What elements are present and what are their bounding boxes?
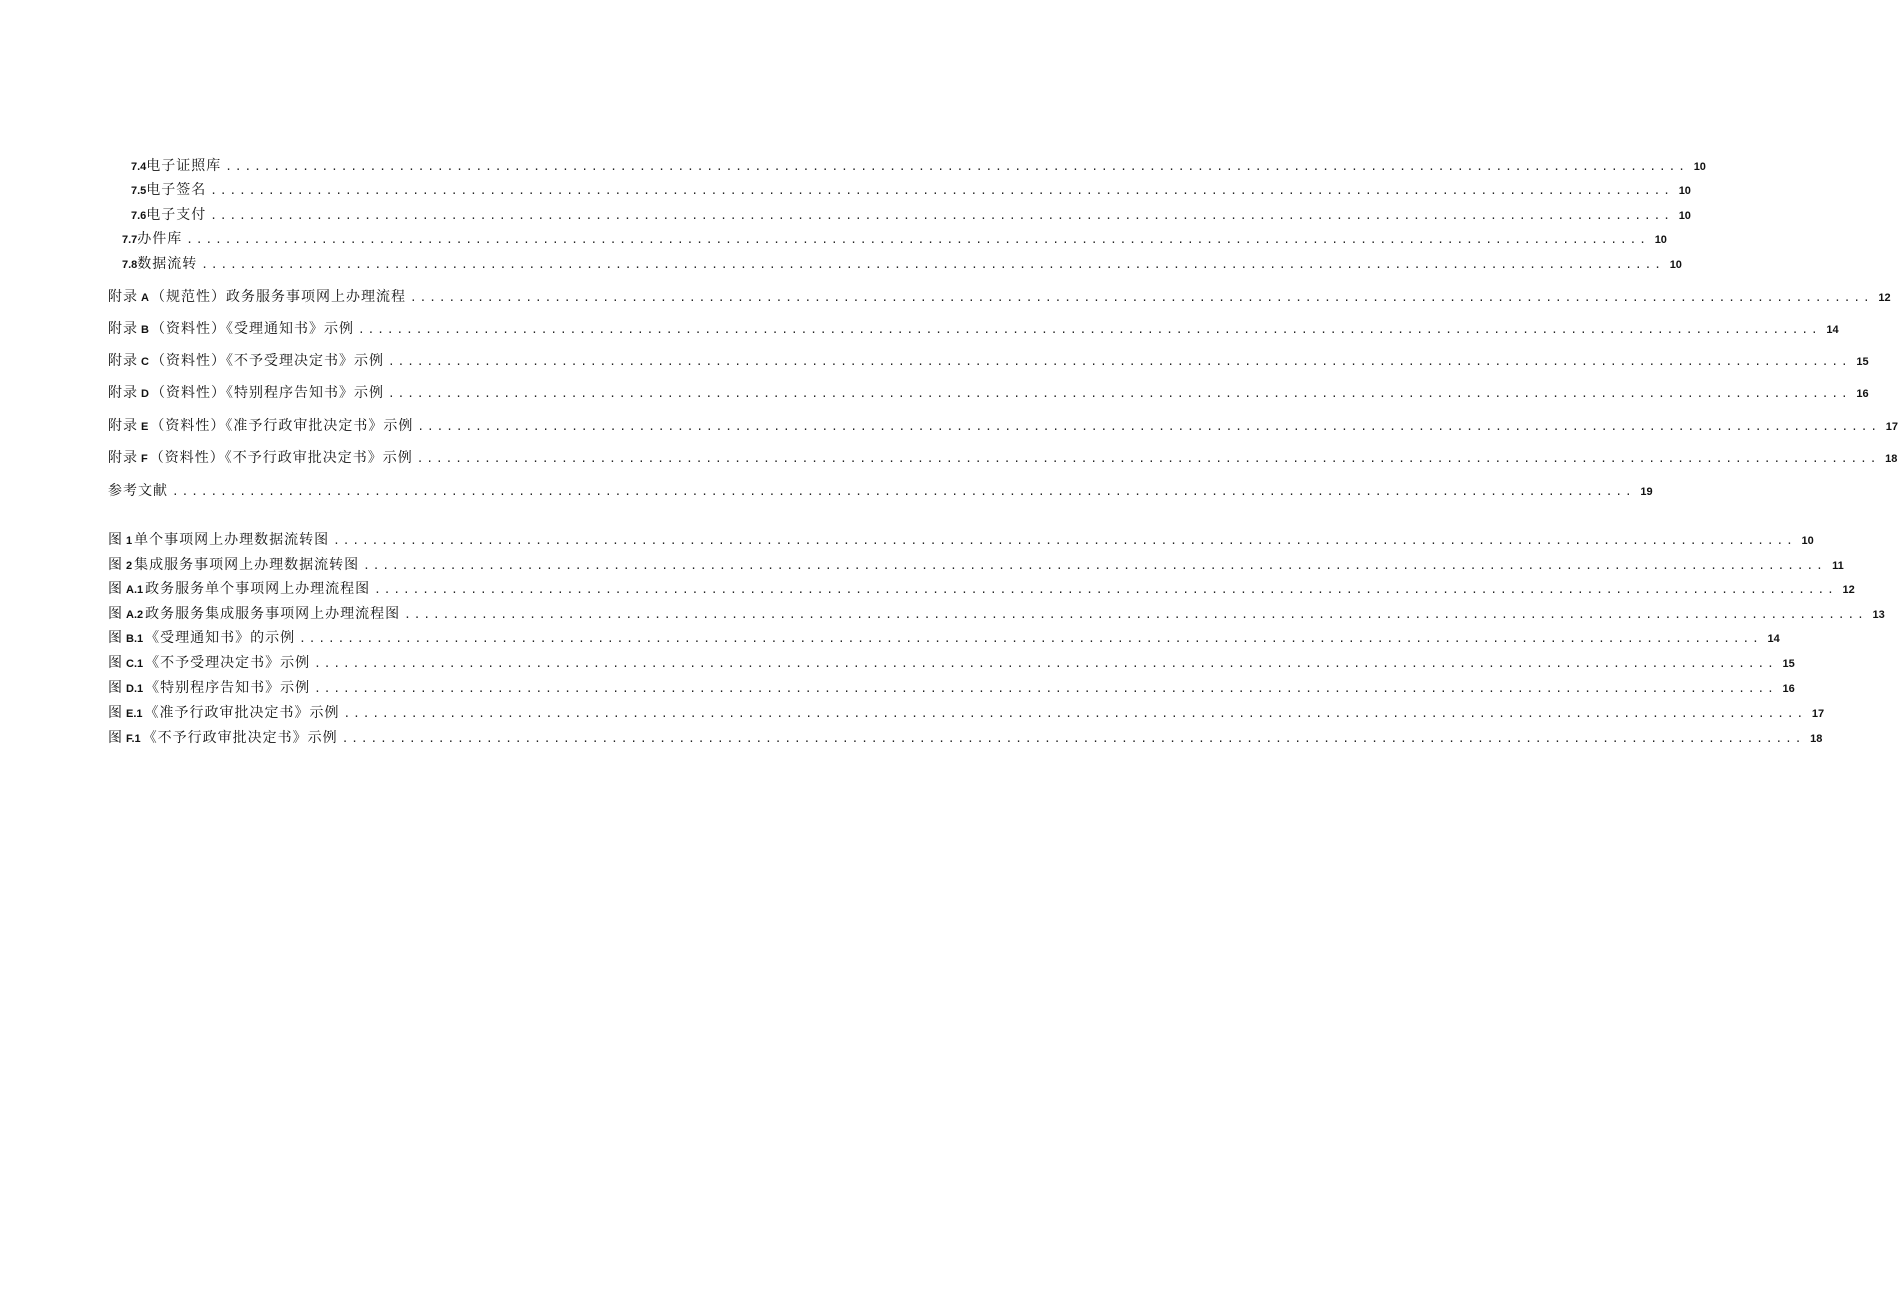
page-number: 16 <box>1782 683 1795 695</box>
figure-title: 政务服务集成服务事项网上办理流程图 <box>145 606 401 622</box>
appendix-title: （资料性）《不予受理决定书》示例 <box>150 353 384 369</box>
appendix-letter: F <box>141 453 148 465</box>
page-number: 14 <box>1826 324 1839 336</box>
figure-prefix: 图 <box>108 630 123 646</box>
figure-prefix: 图 <box>108 730 123 746</box>
dot-leader: ........................................................................................................................................................ <box>172 485 1635 498</box>
figure-title: 《特别程序告知书》示例 <box>145 680 311 696</box>
section-number: 7.6 <box>131 210 147 222</box>
figure-title: 《不予行政审批决定书》示例 <box>142 730 338 746</box>
dot-leader: ........................................................................................................................................................ <box>343 707 1807 720</box>
appendix-prefix: 附录 <box>108 450 138 466</box>
appendix-letter: C <box>141 356 149 368</box>
section-title: 数据流转 <box>137 256 198 272</box>
page-number: 11 <box>1832 560 1844 572</box>
toc-entry-7-5[interactable] <box>131 181 1691 199</box>
appendix-prefix: 附录 <box>108 289 138 305</box>
toc-references[interactable] <box>108 482 1653 500</box>
appendix-title: （规范性）政务服务事项网上办理流程 <box>150 289 406 305</box>
dot-leader: ........................................................................................................................................................ <box>416 452 1880 465</box>
dot-leader: ........................................................................................................................................................ <box>299 632 1762 645</box>
dot-leader: ........................................................................................................................................................ <box>341 732 1805 745</box>
page-number: 15 <box>1782 658 1795 670</box>
dot-leader: ........................................................................................................................................................ <box>409 291 1873 304</box>
section-title: 电子证照库 <box>146 158 222 174</box>
appendix-letter: A <box>141 292 149 304</box>
page-number: 17 <box>1811 708 1825 720</box>
appendix-letter: D <box>141 388 149 400</box>
page-number: 10 <box>1678 185 1691 197</box>
figure-number: C.1 <box>126 658 144 670</box>
figure-entry-c1[interactable] <box>108 654 1795 672</box>
dot-leader: ........................................................................................................................................................ <box>210 184 1673 197</box>
toc-appendix-c[interactable] <box>108 352 1869 370</box>
figure-number: A.1 <box>126 584 144 596</box>
dot-leader: ........................................................................................................................................................ <box>357 323 1821 336</box>
figure-entry-a2[interactable] <box>108 605 1885 623</box>
dot-leader: ........................................................................................................................................................ <box>210 209 1673 222</box>
page-number: 10 <box>1654 234 1667 246</box>
section-number: 7.7 <box>122 234 138 246</box>
dot-leader: ........................................................................................................................................................ <box>363 559 1826 572</box>
page-number: 10 <box>1801 535 1814 547</box>
figure-entry-f1[interactable] <box>108 729 1823 747</box>
page-number: 10 <box>1678 210 1691 222</box>
appendix-title: （资料性）《准予行政审批决定书》示例 <box>150 418 414 434</box>
page-number: 14 <box>1767 633 1780 645</box>
page-number: 19 <box>1640 486 1653 498</box>
page-number: 10 <box>1693 161 1706 173</box>
appendix-prefix: 附录 <box>108 418 138 434</box>
figure-number: A.2 <box>126 609 144 621</box>
figure-prefix: 图 <box>108 655 123 671</box>
dot-leader: ........................................................................................................................................................ <box>417 420 1880 433</box>
appendix-title: （资料性）《不予行政审批决定书》示例 <box>149 450 413 466</box>
page-number: 13 <box>1872 609 1885 621</box>
figure-number: B.1 <box>126 633 144 645</box>
page-number: 15 <box>1856 356 1869 368</box>
figure-prefix: 图 <box>108 557 123 573</box>
appendix-prefix: 附录 <box>108 385 138 401</box>
toc-entry-7-8[interactable] <box>122 255 1682 273</box>
figure-prefix: 图 <box>108 705 123 721</box>
figure-title: 《受理通知书》的示例 <box>145 630 296 646</box>
toc-entry-7-6[interactable] <box>131 206 1691 224</box>
section-title: 电子签名 <box>146 182 207 198</box>
appendix-title: （资料性）《特别程序告知书》示例 <box>150 385 384 401</box>
appendix-letter: E <box>141 421 149 433</box>
page-number: 16 <box>1856 388 1869 400</box>
figure-number: 2 <box>126 560 133 572</box>
dot-leader: ........................................................................................................................................................ <box>404 608 1867 621</box>
dot-leader: ........................................................................................................................................................ <box>314 682 1777 695</box>
page-number: 12 <box>1842 584 1855 596</box>
section-title: 电子支付 <box>146 207 207 223</box>
dot-leader: ........................................................................................................................................................ <box>374 583 1837 596</box>
toc-appendix-d[interactable] <box>108 384 1869 402</box>
page-number: 10 <box>1669 259 1682 271</box>
dot-leader: ........................................................................................................................................................ <box>314 657 1777 670</box>
dot-leader: ........................................................................................................................................................ <box>333 534 1796 547</box>
figure-entry-2[interactable] <box>108 556 1844 574</box>
dot-leader: ........................................................................................................................................................ <box>186 233 1649 246</box>
figure-number: D.1 <box>126 683 144 695</box>
figure-entry-a1[interactable] <box>108 580 1855 598</box>
toc-entry-7-7[interactable] <box>122 230 1667 248</box>
section-title: 办件库 <box>137 231 183 247</box>
appendix-prefix: 附录 <box>108 321 138 337</box>
dot-leader: ........................................................................................................................................................ <box>201 258 1664 271</box>
figure-prefix: 图 <box>108 581 123 597</box>
figure-entry-b1[interactable] <box>108 629 1780 647</box>
section-number: 7.4 <box>131 161 147 173</box>
figure-title: 集成服务事项网上办理数据流转图 <box>134 557 360 573</box>
appendix-letter: B <box>141 324 149 336</box>
appendix-prefix: 附录 <box>108 353 138 369</box>
figure-prefix: 图 <box>108 680 123 696</box>
page-number: 12 <box>1878 292 1891 304</box>
dot-leader: ........................................................................................................................................................ <box>387 387 1851 400</box>
appendix-title: （资料性）《受理通知书》示例 <box>150 321 354 337</box>
figure-number: E.1 <box>126 708 143 720</box>
figure-entry-e1[interactable] <box>108 704 1825 722</box>
figure-number: 1 <box>126 535 133 547</box>
figure-prefix: 图 <box>108 606 123 622</box>
figure-title: 单个事项网上办理数据流转图 <box>134 532 330 548</box>
figure-prefix: 图 <box>108 532 123 548</box>
figure-number: F.1 <box>126 733 141 745</box>
figure-title: 《准予行政审批决定书》示例 <box>144 705 340 721</box>
toc-entry-7-4[interactable] <box>131 157 1706 175</box>
toc-appendix-f[interactable] <box>108 449 1898 467</box>
section-number: 7.5 <box>131 185 147 197</box>
section-number: 7.8 <box>122 259 138 271</box>
figure-title: 《不予受理决定书》示例 <box>145 655 311 671</box>
references-title: 参考文献 <box>108 483 168 499</box>
dot-leader: ........................................................................................................................................................ <box>225 160 1688 173</box>
figure-title: 政务服务单个事项网上办理流程图 <box>145 581 371 597</box>
dot-leader: ........................................................................................................................................................ <box>387 355 1851 368</box>
page-number: 18 <box>1885 453 1898 465</box>
toc-appendix-b[interactable] <box>108 320 1839 338</box>
page-number: 18 <box>1810 733 1823 745</box>
figure-entry-1[interactable] <box>108 531 1814 549</box>
toc-appendix-e[interactable] <box>108 417 1898 435</box>
toc-appendix-a[interactable] <box>108 288 1891 306</box>
figure-entry-d1[interactable] <box>108 679 1795 697</box>
page-number: 17 <box>1885 421 1898 433</box>
